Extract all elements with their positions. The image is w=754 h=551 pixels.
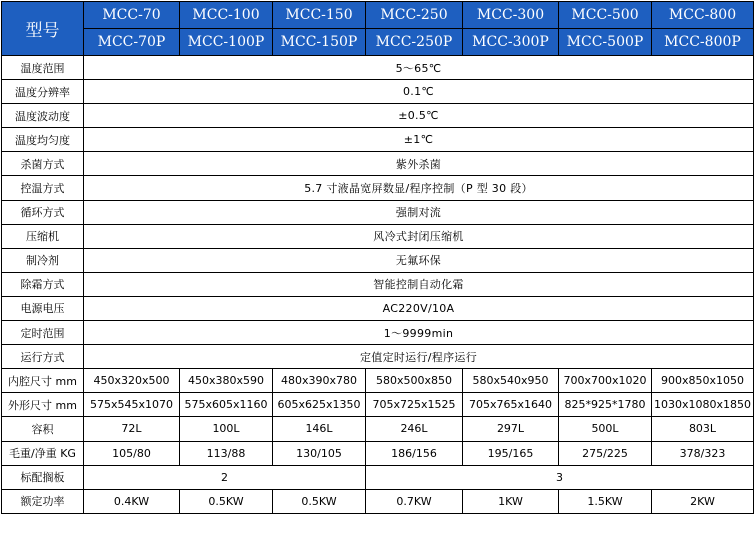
table-cell: 450x320x500 [84, 369, 180, 393]
row-label: 外形尺寸 mm [2, 393, 84, 417]
table-row-power-voltage [2, 296, 754, 320]
row-label: 杀菌方式 [2, 152, 84, 176]
model-cell: MCC-70 [84, 2, 180, 29]
row-label: 制冷剂 [2, 248, 84, 272]
table-cell: 72L [84, 417, 180, 441]
model-cell: MCC-800 [652, 2, 754, 29]
row-label: 除霜方式 [2, 272, 84, 296]
row-value: 0.1℃ [84, 80, 754, 104]
row-value: 1～9999min [84, 321, 754, 345]
table-cell: 378/323 [652, 441, 754, 465]
table-row-rated-power [2, 489, 754, 513]
row-label: 压缩机 [2, 224, 84, 248]
table-cell: 0.4KW [84, 489, 180, 513]
row-value: 风冷式封闭压缩机 [84, 224, 754, 248]
row-value: 定值定时运行/程序运行 [84, 345, 754, 369]
row-value: AC220V/10A [84, 296, 754, 320]
model-cell: MCC-150 [273, 2, 366, 29]
row-label: 额定功率 [2, 489, 84, 513]
table-cell: 146L [273, 417, 366, 441]
table-row-outer-size [2, 393, 754, 417]
table-cell: 0.5KW [180, 489, 273, 513]
row-label: 温度范围 [2, 56, 84, 80]
table-cell: 825*925*1780 [559, 393, 652, 417]
table-cell: 575x605x1160 [180, 393, 273, 417]
model-p-cell: MCC-70P [84, 29, 180, 56]
table-cell: 803L [652, 417, 754, 441]
table-cell: 1KW [463, 489, 559, 513]
table-row-temp-resolution [2, 80, 754, 104]
table-cell: 1.5KW [559, 489, 652, 513]
spec-table [1, 1, 754, 514]
table-cell: 480x390x780 [273, 369, 366, 393]
model-p-cell: MCC-800P [652, 29, 754, 56]
table-cell: 500L [559, 417, 652, 441]
row-label: 温度分辨率 [2, 80, 84, 104]
table-cell: 195/165 [463, 441, 559, 465]
table-cell: 0.7KW [366, 489, 463, 513]
table-cell: 705x765x1640 [463, 393, 559, 417]
table-cell: 246L [366, 417, 463, 441]
model-p-cell: MCC-100P [180, 29, 273, 56]
table-cell: 100L [180, 417, 273, 441]
model-p-cell: MCC-500P [559, 29, 652, 56]
table-row-sterilization [2, 152, 754, 176]
header-row-models [2, 2, 754, 29]
table-row-inner-size [2, 369, 754, 393]
row-label: 循环方式 [2, 200, 84, 224]
table-row-shelves [2, 465, 754, 489]
table-row-compressor [2, 224, 754, 248]
table-cell: 700x700x1020 [559, 369, 652, 393]
row-value: ±1℃ [84, 128, 754, 152]
table-cell: 275/225 [559, 441, 652, 465]
table-row-temp-range [2, 56, 754, 80]
table-row-weight [2, 441, 754, 465]
table-cell: 113/88 [180, 441, 273, 465]
model-cell: MCC-500 [559, 2, 652, 29]
row-label: 内腔尺寸 mm [2, 369, 84, 393]
row-value: 无氟环保 [84, 248, 754, 272]
table-cell: 1030x1080x1850 [652, 393, 754, 417]
row-label: 标配搁板 [2, 465, 84, 489]
table-cell: 575x545x1070 [84, 393, 180, 417]
table-row-temp-fluctuation [2, 104, 754, 128]
row-value: ±0.5℃ [84, 104, 754, 128]
header-row-models-p [2, 29, 754, 56]
table-cell: 900x850x1050 [652, 369, 754, 393]
model-cell: MCC-250 [366, 2, 463, 29]
table-cell: 450x380x590 [180, 369, 273, 393]
row-label: 控温方式 [2, 176, 84, 200]
model-p-cell: MCC-250P [366, 29, 463, 56]
row-value: 强制对流 [84, 200, 754, 224]
table-cell: 705x725x1525 [366, 393, 463, 417]
model-cell: MCC-100 [180, 2, 273, 29]
row-value: 紫外杀菌 [84, 152, 754, 176]
row-label: 电源电压 [2, 296, 84, 320]
table-cell: 105/80 [84, 441, 180, 465]
row-label: 毛重/净重 KG [2, 441, 84, 465]
table-cell: 2 [84, 465, 366, 489]
row-label: 温度均匀度 [2, 128, 84, 152]
row-label: 容积 [2, 417, 84, 441]
table-cell: 0.5KW [273, 489, 366, 513]
table-cell: 580x540x950 [463, 369, 559, 393]
table-cell: 580x500x850 [366, 369, 463, 393]
table-row-defrost [2, 272, 754, 296]
table-row-timer-range [2, 321, 754, 345]
table-row-volume [2, 417, 754, 441]
table-row-refrigerant [2, 248, 754, 272]
table-row-run-mode [2, 345, 754, 369]
row-label: 运行方式 [2, 345, 84, 369]
table-cell: 297L [463, 417, 559, 441]
row-label: 温度波动度 [2, 104, 84, 128]
row-label: 定时范围 [2, 321, 84, 345]
table-row-circulation [2, 200, 754, 224]
table-row-temp-uniformity [2, 128, 754, 152]
model-header-label: 型号 [2, 2, 84, 56]
row-value: 5.7 寸液晶宽屏数显/程序控制（P 型 30 段） [84, 176, 754, 200]
table-cell: 186/156 [366, 441, 463, 465]
row-value: 智能控制自动化霜 [84, 272, 754, 296]
model-p-cell: MCC-150P [273, 29, 366, 56]
model-cell: MCC-300 [463, 2, 559, 29]
model-p-cell: MCC-300P [463, 29, 559, 56]
table-cell: 3 [366, 465, 754, 489]
table-cell: 2KW [652, 489, 754, 513]
table-cell: 605x625x1350 [273, 393, 366, 417]
table-row-temp-control [2, 176, 754, 200]
table-cell: 130/105 [273, 441, 366, 465]
row-value: 5～65℃ [84, 56, 754, 80]
